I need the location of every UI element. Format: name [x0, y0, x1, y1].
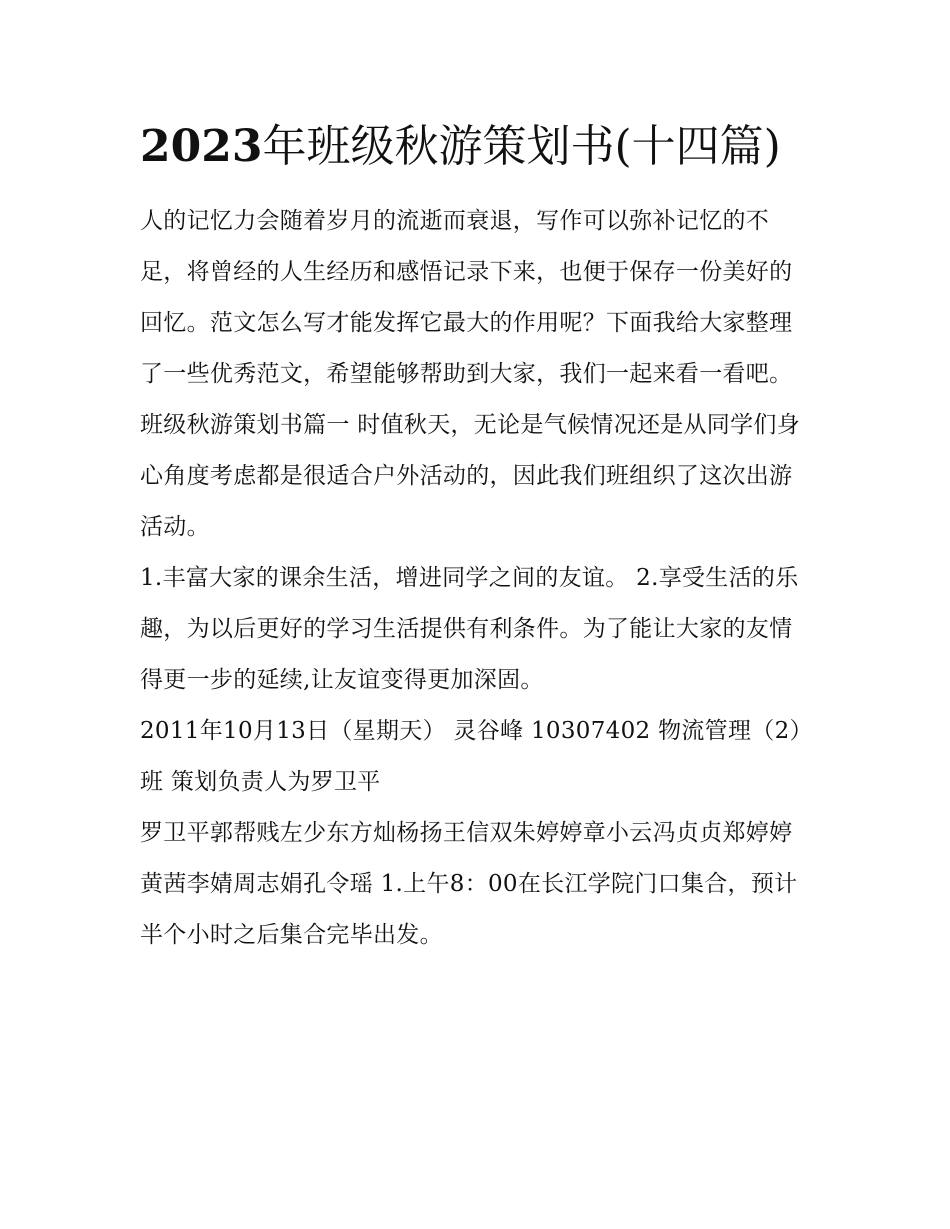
document-body	[140, 196, 812, 961]
intro-paragraph: 人的记忆力会随着岁月的流逝而衰退，写作可以弥补记忆的不足，将曾经的人生经历和感悟记录下来，也便于保存一份美好的回忆。范文怎么写才能发挥它最大的作用呢？下面我给大家整理了一些优秀范文，希望能够帮助到大家，我们一起来看一看吧。	[140, 208, 793, 387]
title-text: 年班级秋游策划书(十四篇)	[262, 121, 781, 172]
participants-paragraph: 罗卫平郭帮贱左少东方灿杨扬王信双朱婷婷章小云冯贞贞郑婷婷黄茜李婧周志娟孔令瑶 1.上午8：00在长江学院门口集合，预计半个小时之后集合完毕出发。	[140, 820, 798, 948]
document-page	[140, 112, 812, 961]
event-info-paragraph: 2011年10月13日（星期天） 灵谷峰 10307402 物流管理（2）班 策划负责人为罗卫平	[140, 718, 802, 795]
document-title	[140, 112, 812, 182]
purpose-paragraph: 1.丰富大家的课余生活，增进同学之间的友谊。 2.享受生活的乐趣，为以后更好的学习生活提供有利条件。为了能让大家的友情得更一步的延续,让友谊变得更加深固。	[140, 565, 799, 693]
title-year: 2023	[140, 121, 263, 172]
section-one-paragraph: 班级秋游策划书篇一 时值秋天，无论是气候情况还是从同学们身心角度考虑都是很适合户外活动的，因此我们班组织了这次出游活动。	[140, 412, 801, 540]
